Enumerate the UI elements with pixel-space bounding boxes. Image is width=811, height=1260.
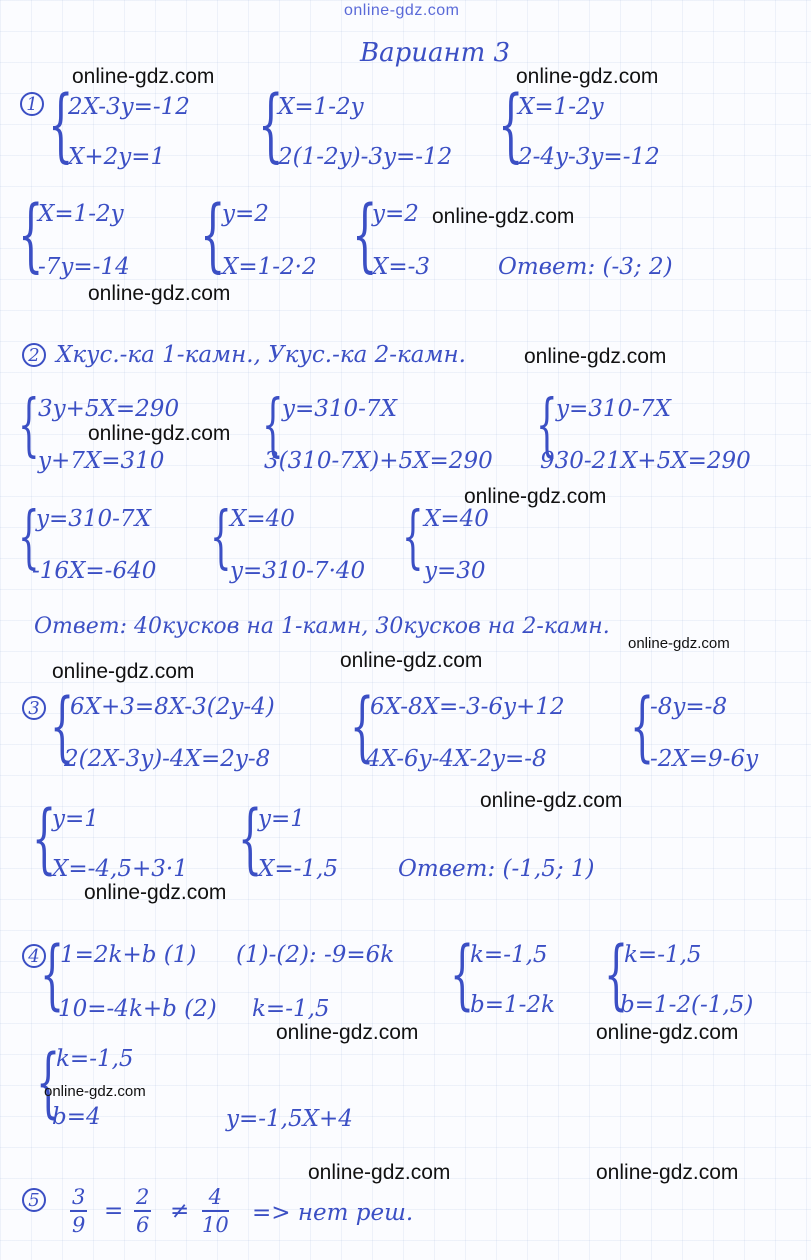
task-4-eq: 1=2k+b (1) (60, 942, 197, 968)
fraction (70, 1184, 87, 1239)
task-3-number: 3 (22, 696, 46, 720)
task-3-answer: Ответ: (-1,5; 1) (398, 856, 595, 882)
fraction-denominator: 6 (136, 1213, 150, 1238)
watermark-text: online-gdz.com (84, 881, 227, 904)
system-brace: { (450, 930, 475, 1018)
task-4-result: y=-1,5X+4 (226, 1106, 353, 1132)
task-3-eq: X=-1,5 (258, 856, 338, 882)
watermark-text: online-gdz.com (432, 205, 575, 228)
task-1-eq: 2X-3y=-12 (68, 94, 190, 120)
system-brace: { (18, 386, 40, 466)
system-brace: { (630, 682, 655, 770)
task-2-eq: y=310-7·40 (230, 558, 366, 584)
system-brace: { (536, 386, 558, 466)
task-1-eq: 2-4y-3y=-12 (518, 144, 660, 170)
watermark-text: online-gdz.com (340, 649, 483, 672)
system-brace: { (262, 386, 284, 466)
watermark-text: online-gdz.com (524, 345, 667, 368)
fraction (134, 1184, 151, 1239)
task-2-eq: X=40 (424, 506, 489, 532)
fraction-numerator: 3 (70, 1184, 87, 1212)
system-brace: { (352, 190, 378, 282)
task-5-conclusion: => нет реш. (252, 1200, 414, 1226)
task-2-number: 2 (22, 343, 46, 367)
task-2-eq: 930-21X+5X=290 (540, 448, 751, 474)
system-brace: { (604, 930, 629, 1018)
fraction-denominator: 10 (202, 1213, 229, 1238)
watermark-text: online-gdz.com (308, 1161, 451, 1184)
watermark-text: online-gdz.com (276, 1021, 419, 1044)
task-4-eq: k=-1,5 (470, 942, 548, 968)
task-2-eq: y=310-7X (36, 506, 151, 532)
watermark-text: online-gdz.com (464, 485, 607, 508)
task-3-eq: 4X-6y-4X-2y=-8 (366, 746, 547, 772)
watermark-text: online-gdz.com (88, 282, 231, 305)
watermark-text: online-gdz.com (596, 1021, 739, 1044)
watermark-text: online-gdz.com (44, 1083, 146, 1100)
watermark-text: online-gdz.com (72, 65, 215, 88)
task-1-eq: y=2 (222, 201, 269, 227)
task-3-eq: 6X+3=8X-3(2y-4) (70, 694, 275, 720)
system-brace: { (258, 80, 284, 172)
fraction (202, 1184, 229, 1239)
task-2-answer: Ответ: 40кусков на 1-камн, 30кусков на 2-камн. (34, 614, 610, 639)
task-3-eq: 6X-8X=-3-6y+12 (370, 694, 565, 720)
task-4-number: 4 (22, 944, 46, 968)
task-1-eq: -7y=-14 (38, 254, 130, 280)
watermark-text: online-gdz.com (628, 635, 730, 652)
task-2-intro: Хкус.-ка 1-камн., Укус.-ка 2-камн. (56, 342, 466, 368)
task-1-eq: X=-3 (372, 254, 431, 280)
task-1-eq: X=1-2y (38, 201, 124, 227)
task-2-eq: 3(310-7X)+5X=290 (264, 448, 493, 474)
system-brace: { (50, 682, 75, 770)
system-brace: { (238, 794, 263, 882)
task-1-answer: Ответ: (-3; 2) (498, 254, 673, 280)
watermark-text: online-gdz.com (516, 65, 659, 88)
task-3-eq: y=1 (52, 806, 99, 832)
task-3-eq: y=1 (258, 806, 305, 832)
system-brace: { (350, 682, 375, 770)
task-1-eq: X+2y=1 (68, 144, 166, 170)
task-1-eq: X=1-2y (278, 94, 364, 120)
equals-sign: = (104, 1198, 124, 1224)
watermark-text: online-gdz.com (88, 422, 231, 445)
task-4-eq: b=1-2(-1,5) (620, 992, 754, 1018)
task-3-eq: -8y=-8 (650, 694, 728, 720)
task-1-number: 1 (20, 92, 44, 116)
task-2-eq: y=310-7X (556, 396, 671, 422)
system-brace: { (40, 930, 65, 1018)
system-brace: { (18, 498, 40, 578)
task-1-eq: y=2 (372, 201, 419, 227)
system-brace: { (32, 794, 57, 882)
task-4-k-value: k=-1,5 (252, 996, 330, 1022)
task-2-eq: y=310-7X (282, 396, 397, 422)
task-4-eq: 10=-4k+b (2) (58, 996, 217, 1022)
task-5-number: 5 (22, 1188, 46, 1212)
task-4-step: (1)-(2): -9=6k (236, 942, 395, 968)
fraction-denominator: 9 (72, 1213, 86, 1238)
task-3-eq: 2(2X-3y)-4X=2y-8 (64, 746, 271, 772)
task-2-eq: y+7X=310 (38, 448, 165, 474)
system-brace: { (18, 190, 44, 282)
task-3-eq: -2X=9-6y (650, 746, 759, 772)
site-header-watermark: online-gdz.com (344, 2, 460, 19)
fraction-numerator: 2 (134, 1184, 151, 1212)
system-brace: { (498, 80, 524, 172)
task-3-eq: X=-4,5+3·1 (52, 856, 188, 882)
task-4-eq: k=-1,5 (56, 1046, 134, 1072)
system-brace: { (36, 1038, 61, 1126)
watermark-text: online-gdz.com (480, 789, 623, 812)
task-4-eq: b=4 (52, 1104, 101, 1130)
system-brace: { (48, 80, 74, 172)
watermark-text: online-gdz.com (52, 660, 195, 683)
task-1-eq: X=1-2y (518, 94, 604, 120)
task-2-eq: -16X=-640 (32, 558, 157, 584)
not-equal-sign: ≠ (170, 1198, 190, 1224)
variant-title: Вариант 3 (360, 38, 511, 68)
task-2-eq: 3y+5X=290 (38, 396, 180, 422)
watermark-text: online-gdz.com (596, 1161, 739, 1184)
task-1-eq: X=1-2·2 (222, 254, 317, 280)
task-4-eq: b=1-2k (470, 992, 555, 1018)
task-4-eq: k=-1,5 (624, 942, 702, 968)
fraction-numerator: 4 (202, 1184, 229, 1212)
task-2-eq: y=30 (424, 558, 486, 584)
system-brace: { (210, 498, 232, 578)
system-brace: { (402, 498, 424, 578)
system-brace: { (200, 190, 226, 282)
task-2-eq: X=40 (230, 506, 295, 532)
task-1-eq: 2(1-2y)-3y=-12 (278, 144, 453, 170)
